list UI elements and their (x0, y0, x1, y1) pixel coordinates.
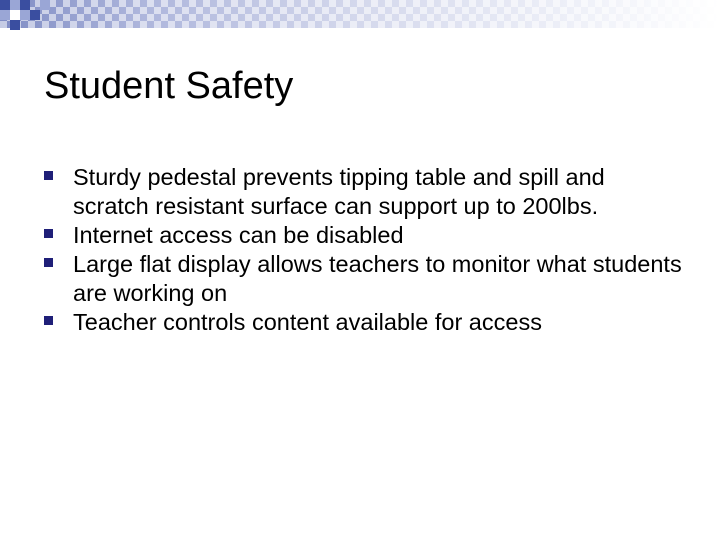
square-bullet-icon (44, 316, 53, 325)
corner-square (20, 0, 30, 10)
header-checker-pattern (0, 0, 720, 28)
bullet-item (44, 221, 684, 250)
slide-title: Student Safety (44, 65, 294, 107)
corner-square (20, 10, 30, 20)
bullet-text: Large flat display allows teachers to monitor what students are working on (73, 251, 682, 306)
corner-square (40, 0, 50, 10)
bullet-text: Sturdy pedestal prevents tipping table and spill and scratch resistant surface can support up to 200lbs. (73, 164, 605, 219)
bullet-item (44, 308, 684, 337)
square-bullet-icon (44, 229, 53, 238)
corner-square (0, 10, 10, 20)
bullet-item (44, 250, 684, 308)
corner-square (30, 10, 40, 20)
square-bullet-icon (44, 258, 53, 267)
corner-square (10, 10, 20, 20)
decorative-header-band (0, 0, 720, 40)
corner-square (10, 0, 20, 10)
square-bullet-icon (44, 171, 53, 180)
corner-square (10, 20, 20, 30)
bullet-text: Teacher controls content available for access (73, 309, 542, 335)
bullet-list (44, 163, 684, 337)
corner-square (0, 0, 10, 10)
bullet-text: Internet access can be disabled (73, 222, 404, 248)
bullet-item (44, 163, 684, 221)
